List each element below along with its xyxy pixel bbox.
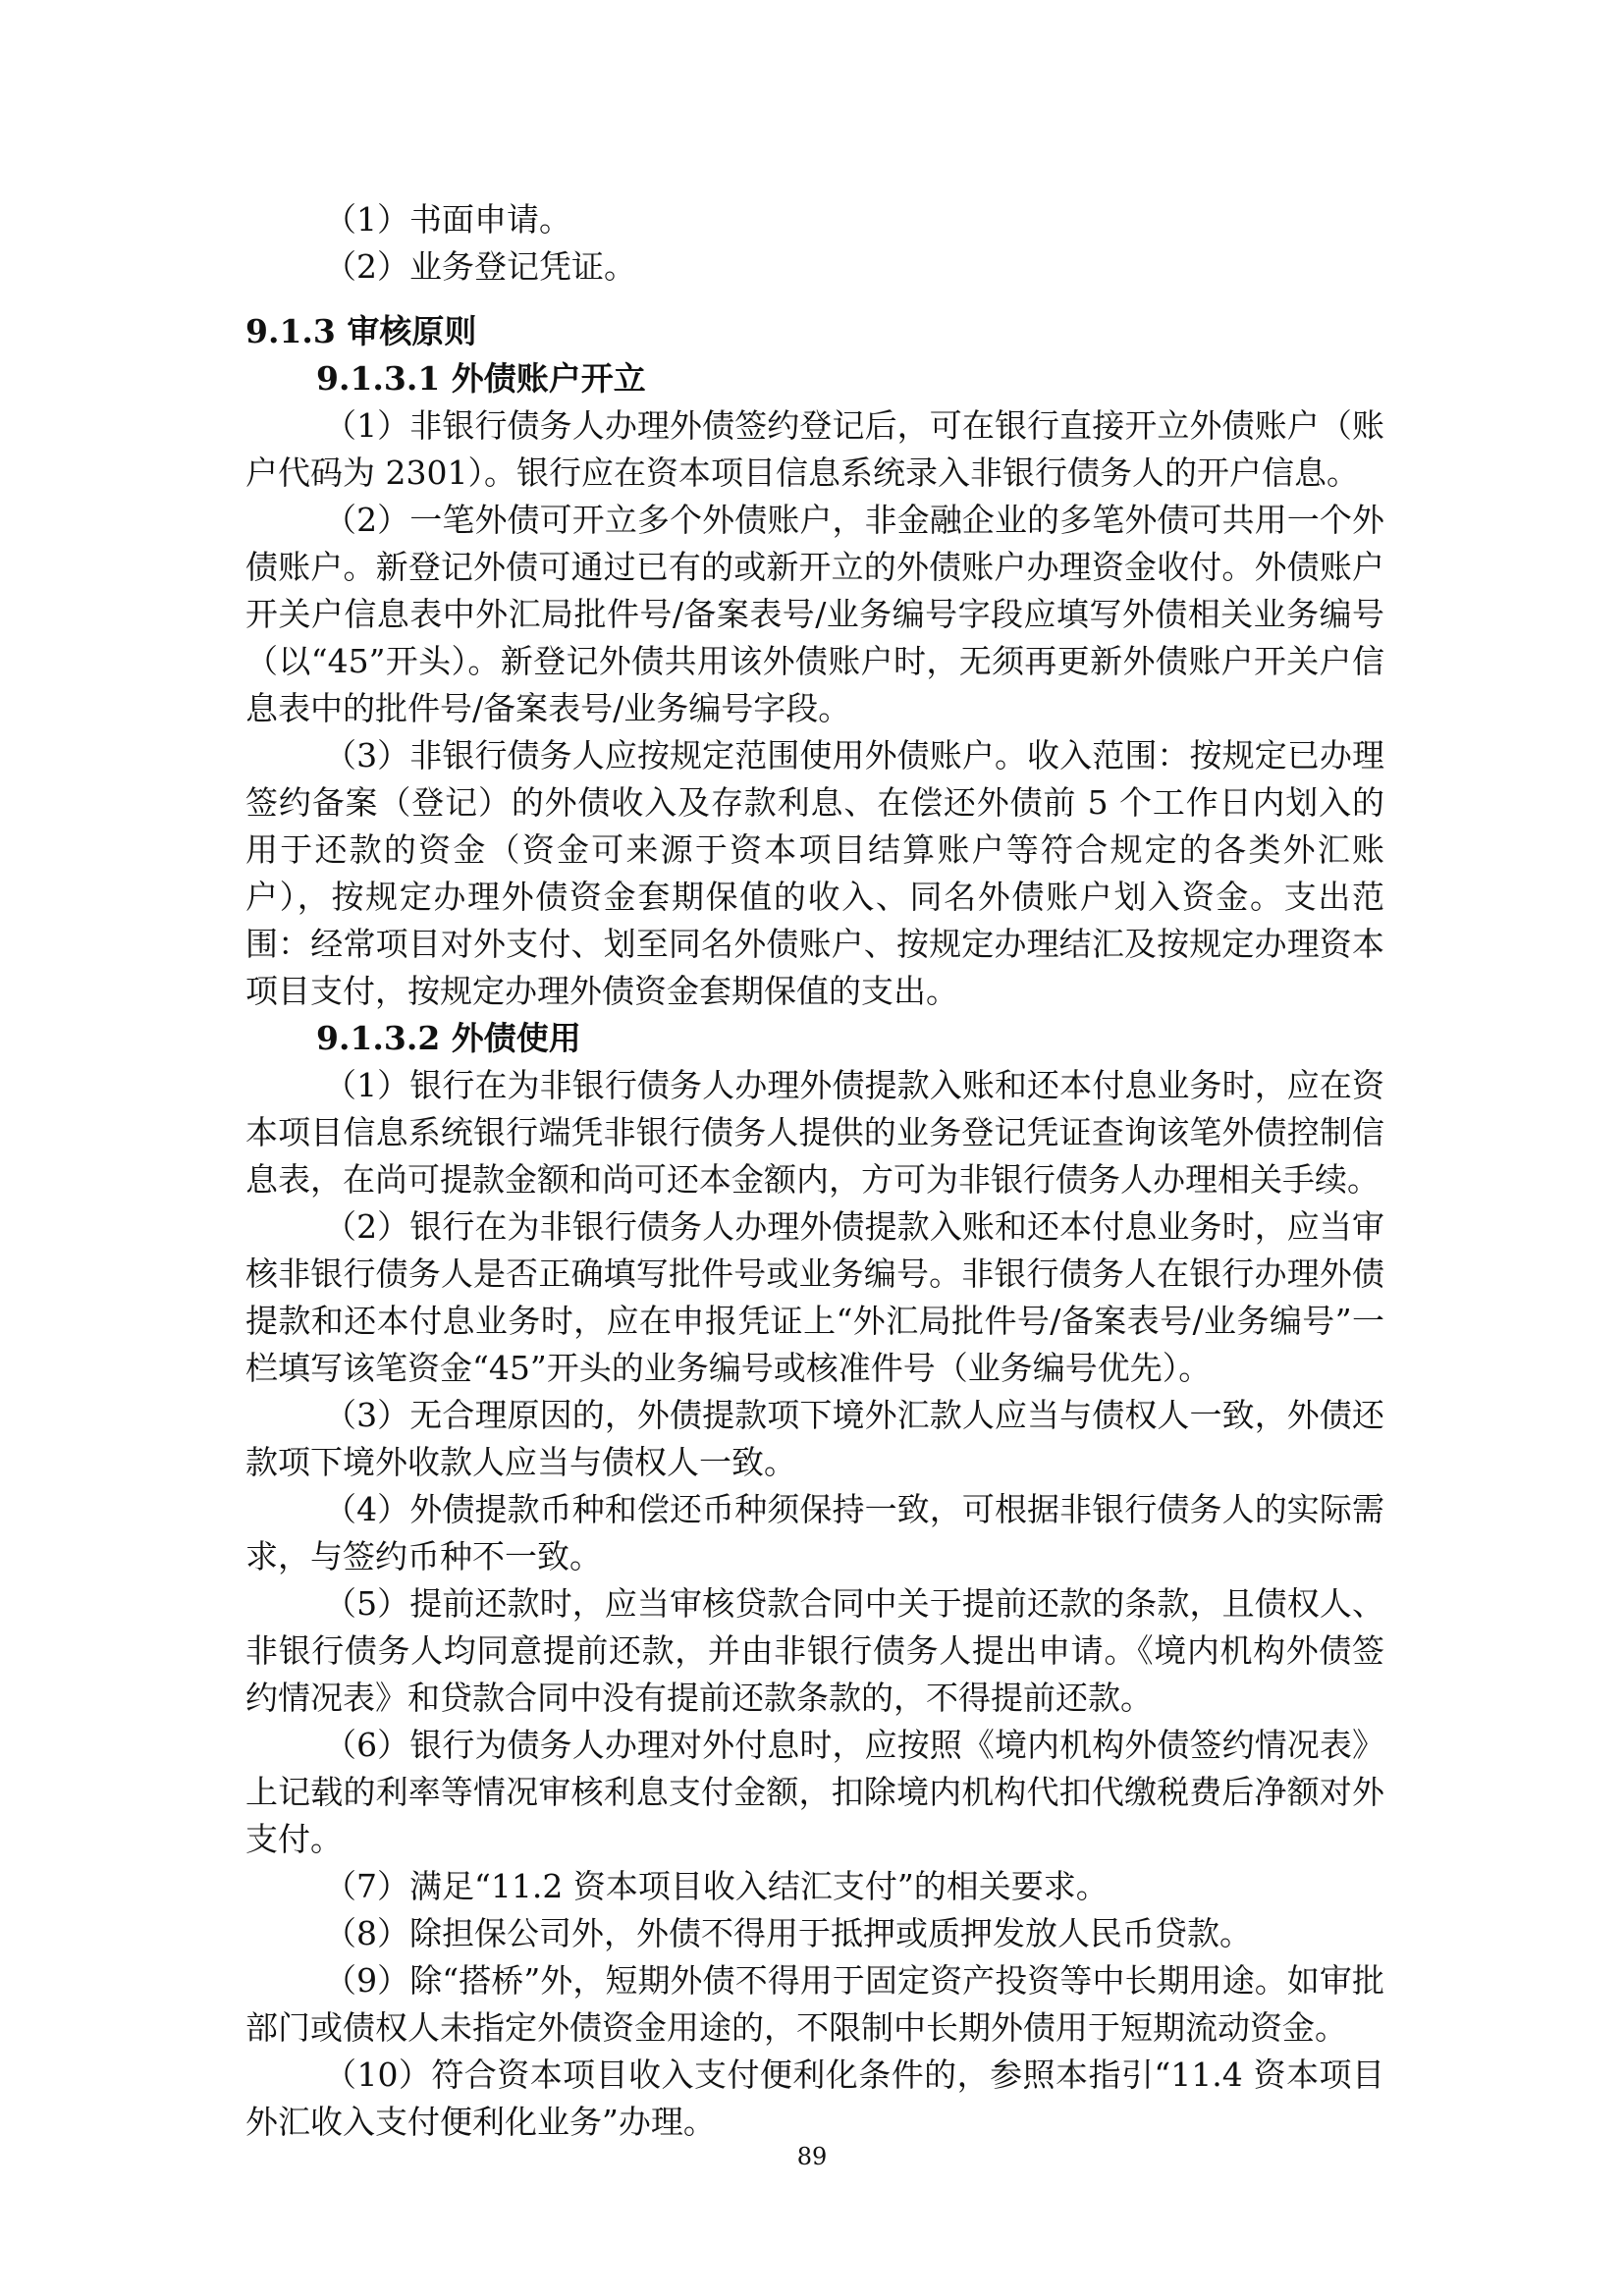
paragraph: （10）符合资本项目收入支付便利化条件的，参照本指引“11.4 资本项目外汇收入支付便利化业务”办理。 [245, 2056, 1384, 2141]
intro-item-2: （2）业务登记凭证。 [324, 247, 636, 286]
subsection-heading-9-1-3-2: 9.1.3.2 外债使用 [316, 1019, 581, 1057]
paragraph: （4）外债提款币种和偿还币种须保持一致，可根据非银行债务人的实际需求，与签约币种不一致。 [245, 1490, 1384, 1575]
paragraph: （3）非银行债务人应按规定范围使用外债账户。收入范围：按规定已办理签约备案（登记）的外债收入及存款利息、在偿还外债前 5 个工作日内划入的用于还款的资金（资金可来源于资本项目结算账户等符合规定的各类外汇账户），按规定办理外债资金套期保值的收入、同名外债账户划入资金。支出范围：经常项目对外支付、划至同名外债账户、按规定办理结汇及按规定办理资本项目支付，按规定办理外债资金套期保值的支出。 [245, 736, 1384, 1010]
paragraph: （3）无合理原因的，外债提款项下境外汇款人应当与债权人一致，外债还款项下境外收款人应当与债权人一致。 [245, 1396, 1384, 1481]
paragraph: （5）提前还款时，应当审核贷款合同中关于提前还款的条款，且债权人、非银行债务人均同意提前还款，并由非银行债务人提出申请。《境内机构外债签约情况表》和贷款合同中没有提前还款条款的，不得提前还款。 [245, 1584, 1384, 1717]
subsection-heading-9-1-3-1: 9.1.3.1 外债账户开立 [316, 359, 646, 398]
paragraph: （8）除担保公司外，外债不得用于抵押或质押发放人民币贷款。 [324, 1914, 1252, 1952]
paragraph: （7）满足“11.2 资本项目收入结汇支付”的相关要求。 [324, 1867, 1109, 1905]
spacer [245, 291, 1384, 308]
paragraph: （9）除“搭桥”外，短期外债不得用于固定资产投资等中长期用途。如审批部门或债权人未指定外债资金用途的，不限制中长期外债用于短期流动资金。 [245, 1961, 1384, 2047]
paragraph: （2）一笔外债可开立多个外债账户，非金融企业的多笔外债可共用一个外债账户。新登记外债可通过已有的或新开立的外债账户办理资金收付。外债账户开关户信息表中外汇局批件号/备案表号/业务编号字段应填写外债相关业务编号（以“45”开头）。新登记外债共用该外债账户时，无须再更新外债账户开关户信息表中的批件号/备案表号/业务编号字段。 [245, 501, 1384, 727]
paragraph: （6）银行为债务人办理对外付息时，应按照《境内机构外债签约情况表》上记载的利率等情况审核利息支付金额，扣除境内机构代扣代缴税费后净额对外支付。 [245, 1726, 1384, 1858]
paragraph: （1）非银行债务人办理外债签约登记后，可在银行直接开立外债账户（账户代码为 2301）。银行应在资本项目信息系统录入非银行债务人的开户信息。 [245, 406, 1384, 492]
page-content [245, 196, 1384, 2146]
page-number: 89 [796, 2143, 828, 2170]
paragraph: （2）银行在为非银行债务人办理外债提款入账和还本付息业务时，应当审核非银行债务人是否正确填写批件号或业务编号。非银行债务人在银行办理外债提款和还本付息业务时，应在申报凭证上“外汇局批件号/备案表号/业务编号”一栏填写该笔资金“45”开头的业务编号或核准件号（业务编号优先）。 [245, 1207, 1384, 1387]
paragraph: （1）银行在为非银行债务人办理外债提款入账和还本付息业务时，应在资本项目信息系统银行端凭非银行债务人提供的业务登记凭证查询该笔外债控制信息表，在尚可提款金额和尚可还本金额内，方可为非银行债务人办理相关手续。 [245, 1066, 1384, 1199]
section-heading-9-1-3: 9.1.3 审核原则 [245, 312, 477, 350]
intro-item-1: （1）书面申请。 [324, 200, 571, 239]
